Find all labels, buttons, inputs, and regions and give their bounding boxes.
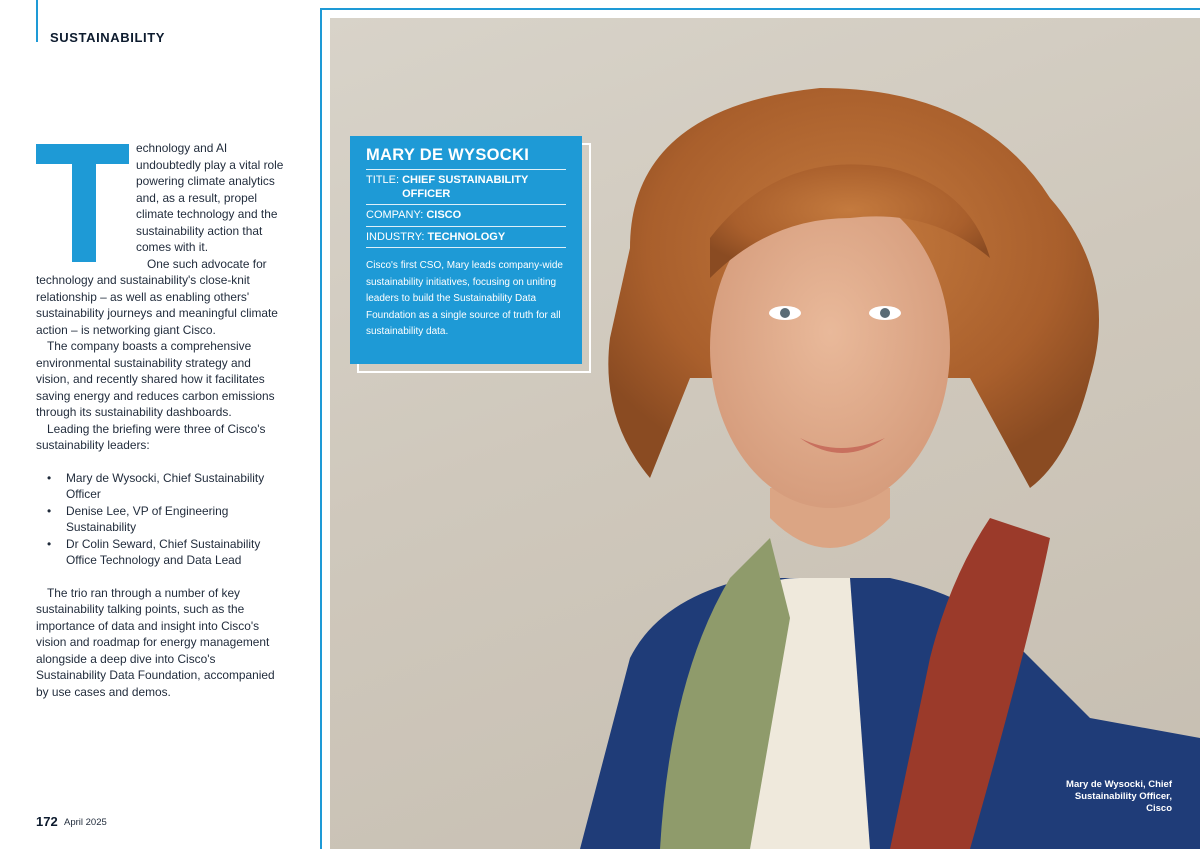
page-number: 172 — [36, 814, 58, 829]
profile-title-row: TITLE: CHIEF SUSTAINABILITY OFFICER — [366, 170, 566, 205]
closing-paragraph: The trio ran through a number of key sustainability talking points, such as the importance of data and insight into Cisco's vision and roadmap for energy management alongside a deep dive into Cisco's Sustainability Data Foundation, accompanied by use cases and demos. — [36, 585, 275, 699]
list-item: • Denise Lee, VP of Engineering Sustainability — [47, 503, 229, 534]
profile-company-row: COMPANY: CISCO — [366, 205, 566, 227]
section-label: SUSTAINABILITY — [50, 30, 166, 45]
paragraph: The company boasts a comprehensive environmental sustainability strategy and vision, and recently shared how it facilitates saving energy and reduces carbon emissions through its sustainability dashboards. — [36, 339, 275, 419]
section-rule — [36, 0, 38, 42]
photo-caption: Mary de Wysocki, Chief Sustainability Officer, Cisco — [1066, 779, 1172, 814]
intro-paragraph: echnology and AI undoubtedly play a vital role powering climate analytics and, as a result, propel climate technology and the sustainability action that comes with it. — [136, 141, 284, 254]
dropcap — [36, 144, 134, 264]
paragraph: One such advocate for technology and sustainability's close-knit relationship – as well as enabling others' sustainability journeys and meaningful climate action – is networking giant Cisco. — [36, 256, 278, 337]
leaders-list — [36, 470, 286, 569]
issue-date: April 2025 — [64, 817, 107, 828]
profile-industry-row: INDUSTRY: TECHNOLOGY — [366, 227, 566, 249]
list-item: • Mary de Wysocki, Chief Sustainability Officer — [47, 470, 265, 501]
paragraph: Leading the briefing were three of Cisco's sustainability leaders: — [36, 421, 266, 452]
list-item: • Dr Colin Seward, Chief Sustainability Office Technology and Data Lead — [47, 536, 261, 567]
profile-description: Cisco's first CSO, Mary leads company-wide sustainability initiatives, focusing on uniting leaders to build the Sustainability Data Foundation as a single source of truth for all sustainability data. — [366, 260, 563, 337]
article-body — [36, 140, 286, 700]
profile-card — [350, 136, 582, 364]
profile-name: MARY DE WYSOCKI — [366, 146, 566, 170]
